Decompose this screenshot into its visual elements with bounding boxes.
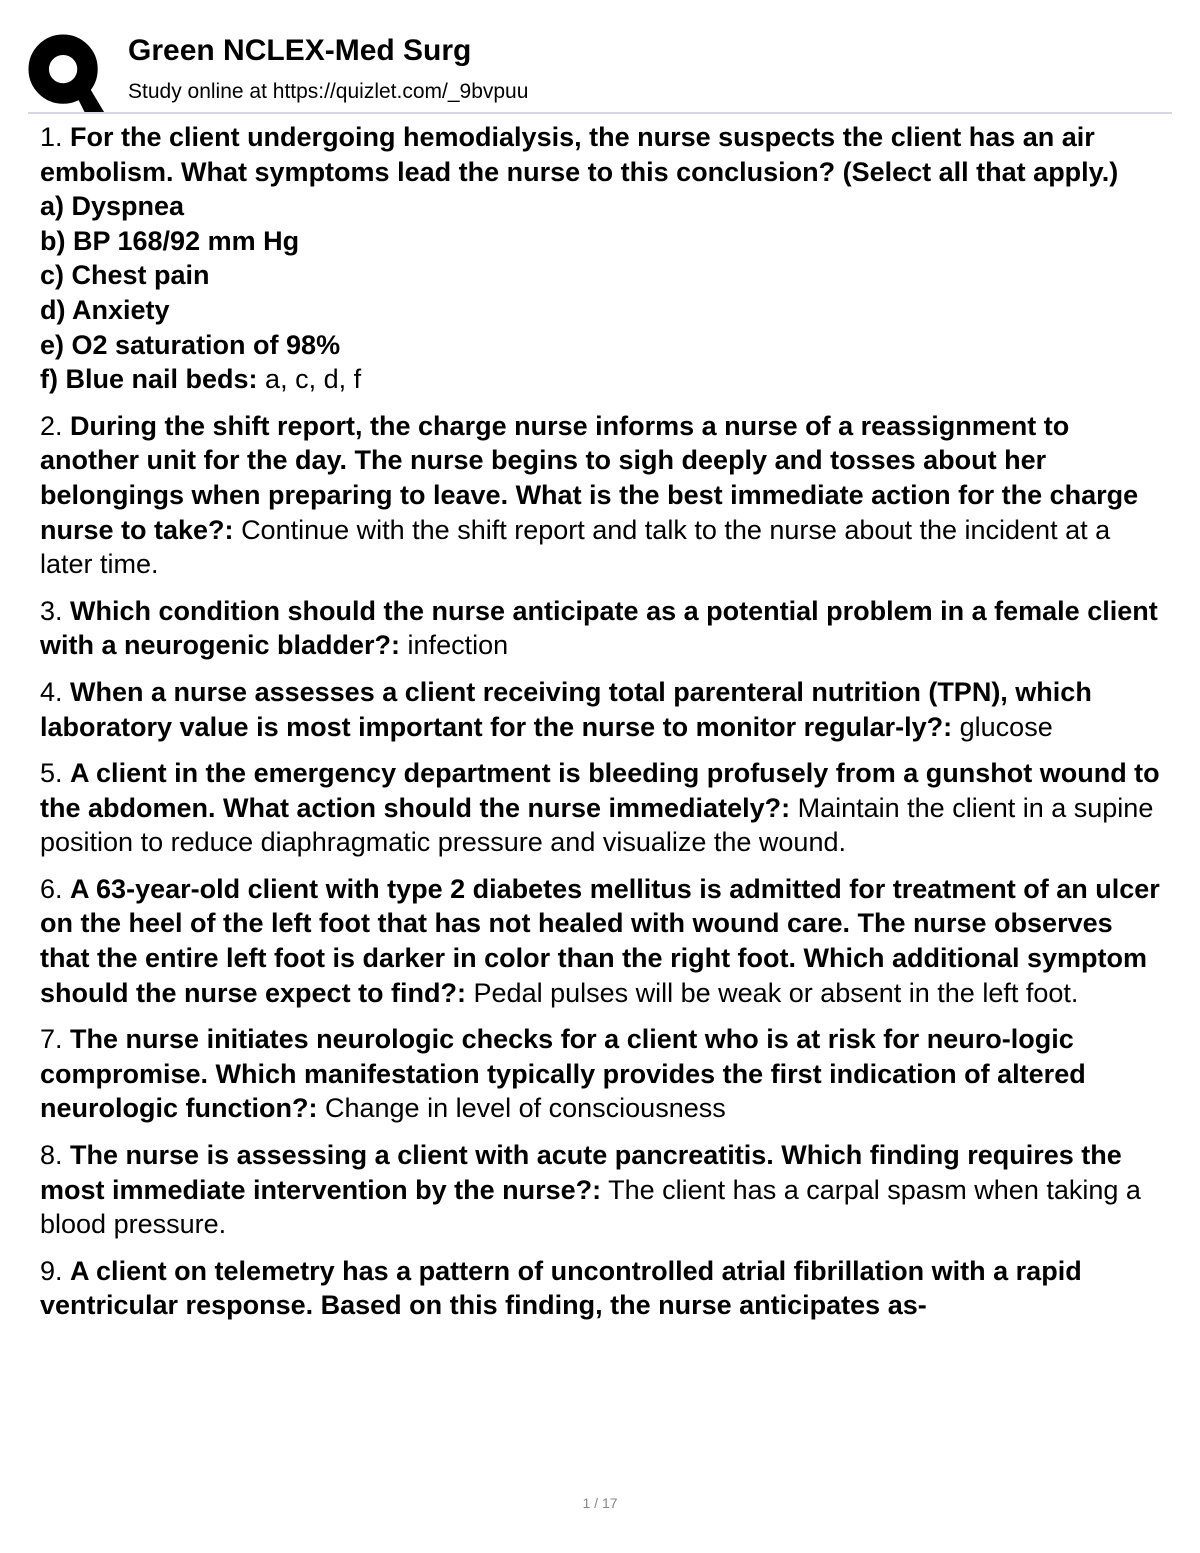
question-item-4 (40, 675, 1164, 744)
question-number: 8. (40, 1140, 63, 1171)
answer-text: a, c, d, f (265, 364, 362, 395)
page-number: 1 / 17 (582, 1495, 618, 1511)
answer-text: Maintain the client in a supine position to reduce diaphragmatic pressure and visualize the wound. (40, 792, 1154, 858)
header-divider (28, 112, 1172, 114)
question-text: A client in the emergency department is bleeding profusely from a gunshot wound to the abdomen. What action should the nurse immediately?: (40, 758, 1160, 823)
study-online-link[interactable]: Study online at https://quizlet.com/_9bvpuu (128, 80, 529, 103)
question-text: For the client undergoing hemodialysis, the nurse suspects the client has an air embolism. What symptoms lead the nurse to this conclusion? (Select all that apply.) (40, 122, 1119, 187)
question-number: 1. (40, 122, 63, 152)
question-list (40, 120, 1164, 1335)
question-item-2 (40, 409, 1164, 582)
answer-option: c) Chest pain (40, 260, 210, 291)
question-item-9 (40, 1254, 1164, 1323)
answer-option: f) Blue nail beds: (40, 364, 258, 395)
page-header (28, 24, 1172, 112)
question-text: The nurse initiates neurologic checks for a client who is at risk for neuro-logic compromise. Which manifestation typically provides the first indication of altered neurologic function?: (40, 1024, 1086, 1124)
question-item-6 (40, 872, 1164, 1010)
question-number: 9. (40, 1255, 63, 1286)
question-number: 5. (40, 758, 63, 789)
question-number: 2. (40, 410, 63, 441)
question-item-5 (40, 756, 1164, 860)
answer-text: Continue with the shift report and talk to the nurse about the incident at a later time. (40, 514, 1111, 580)
question-item-7 (40, 1022, 1164, 1126)
question-item-8 (40, 1138, 1164, 1242)
question-item-3 (40, 594, 1164, 663)
answer-text: Change in level of consciousness (324, 1093, 726, 1124)
answer-text: infection (407, 630, 509, 661)
quizlet-logo-icon (28, 34, 106, 112)
question-number: 3. (40, 595, 63, 626)
question-number: 6. (40, 873, 63, 904)
answer-option: e) O2 saturation of 98% (40, 329, 341, 360)
question-text: When a nurse assesses a client receiving total parenteral nutrition (TPN), which laboratory value is most important for the nurse to monitor regular-ly?: (40, 676, 1092, 742)
question-item-1 (40, 120, 1164, 397)
question-text: During the shift report, the charge nurse informs a nurse of a reassignment to another unit for the day. The nurse begins to sigh deeply and tosses about her belongings when preparing to leave. What is the best immediate action for the charge nurse to take?: (40, 410, 1139, 545)
answer-text: Pedal pulses will be weak or absent in the left foot. (473, 977, 1079, 1008)
document-title: Green NCLEX-Med Surg (128, 34, 472, 67)
question-text: Which condition should the nurse anticipate as a potential problem in a female client with a neurogenic bladder?: (40, 595, 1158, 661)
answer-text: glucose (959, 711, 1053, 742)
question-number: 7. (40, 1024, 63, 1055)
question-text: A client on telemetry has a pattern of uncontrolled atrial fibrillation with a rapid ventricular response. Based on this finding, the nurse anticipates as- (40, 1255, 1082, 1321)
question-number: 4. (40, 676, 63, 707)
answer-option: d) Anxiety (40, 294, 170, 325)
answer-text: The client has a carpal spasm when taking a blood pressure. (40, 1174, 1141, 1240)
question-text: A 63-year-old client with type 2 diabetes mellitus is admitted for treatment of an ulcer on the heel of the left foot that has not healed with wound care. The nurse observes that the entire left foot is darker in color than the right foot. Which additional symptom should the nurse expect to find?: (40, 873, 1160, 1008)
answer-option: b) BP 168/92 mm Hg (40, 225, 300, 256)
answer-option: a) Dyspnea (40, 191, 185, 222)
question-text: The nurse is assessing a client with acute pancreatitis. Which finding requires the most immediate intervention by the nurse?: (40, 1140, 1122, 1205)
